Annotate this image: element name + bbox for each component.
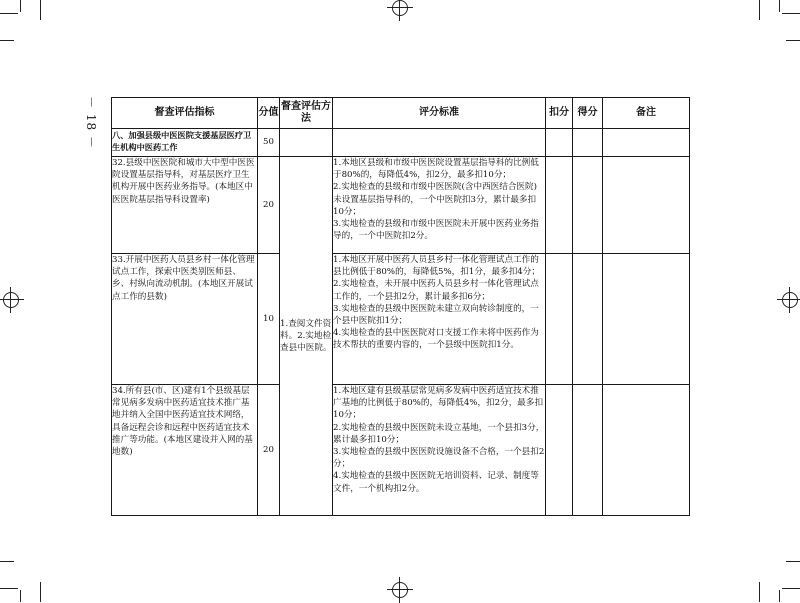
criteria-item: 4.实地检查的县级中医医院无培训资料、记录、制度等文件，一个机构扣2分。 bbox=[333, 471, 539, 494]
crop-mark bbox=[786, 561, 800, 562]
deduct-cell[interactable] bbox=[546, 254, 573, 385]
remark-cell[interactable] bbox=[603, 385, 690, 516]
header-score: 分值 bbox=[258, 98, 280, 129]
crop-mark bbox=[0, 561, 14, 562]
crop-mark bbox=[759, 582, 760, 602]
criteria-33 bbox=[333, 254, 546, 385]
crop-mark bbox=[0, 13, 18, 14]
crop-mark bbox=[0, 40, 14, 41]
section-score: 50 bbox=[258, 129, 280, 157]
header-indicator: 督查评估指标 bbox=[112, 98, 258, 129]
page-number: － 18 － bbox=[84, 96, 98, 149]
section-title: 八、加强县级中医医院支援基层医疗卫生机构中医药工作 bbox=[112, 129, 258, 157]
registration-mark-left bbox=[3, 292, 19, 308]
crop-mark bbox=[782, 13, 800, 14]
criteria-34 bbox=[333, 385, 546, 516]
method-cell bbox=[280, 157, 333, 516]
section-gain-cell bbox=[573, 129, 603, 157]
score-34: 20 bbox=[258, 385, 280, 516]
crop-mark bbox=[759, 0, 760, 20]
crop-mark bbox=[0, 588, 18, 589]
criteria-item: 3.实地检查的县级中医医院设施设备不合格，一个县扣2分； bbox=[333, 447, 545, 470]
table-row bbox=[112, 157, 690, 254]
gain-cell[interactable] bbox=[573, 157, 603, 254]
registration-mark-top bbox=[392, 0, 408, 16]
table-row bbox=[112, 254, 690, 385]
score-32: 20 bbox=[258, 157, 280, 254]
section-method-cell bbox=[280, 129, 333, 157]
criteria-item: 1.本地区建有县级基层常见病多发病中医药适宜技术推广基地的比例低于80%的，每降低4%，扣2分，最多扣10分； bbox=[333, 386, 544, 421]
indicator-33: 33.开展中医药人员县乡村一体化管理试点工作，探索中医类别医师县、乡、村纵向流动机制。(本地区开展试点工作的县数) bbox=[112, 254, 258, 385]
header-method-label: 督查评估方法 bbox=[281, 100, 331, 124]
registration-mark-bottom bbox=[392, 582, 408, 598]
crop-mark bbox=[40, 0, 41, 20]
deduct-cell[interactable] bbox=[546, 385, 573, 516]
criteria-item: 2.实地检查的县级中医医院未设立基地，一个县扣3分，累计最多扣10分； bbox=[333, 422, 545, 445]
criteria-item: 2.实地检查的县级和市级中医医院(含中西医结合医院)未设置基层指导科的，一个中医院扣3分，累计最多扣10分； bbox=[333, 182, 537, 217]
score-33: 10 bbox=[258, 254, 280, 385]
gain-cell[interactable] bbox=[573, 385, 603, 516]
criteria-item: 1.本地区县级和市级中医医院设置基层指导科的比例低于80%的，每降低4%，扣2分，最多扣10分； bbox=[333, 158, 539, 181]
remark-cell[interactable] bbox=[603, 254, 690, 385]
section-row bbox=[112, 129, 690, 157]
criteria-item: 2.实地检查，未开展中医药人员县乡村一体化管理试点工作的，一个县扣2分，累计最多扣6分； bbox=[333, 279, 539, 302]
crop-mark bbox=[779, 590, 780, 602]
header-gain: 得分 bbox=[573, 98, 603, 129]
criteria-item: 3.实地检查的县级和市级中医医院未开展中医药业务指导的，一个中医院扣2分。 bbox=[333, 219, 539, 242]
gain-cell[interactable] bbox=[573, 254, 603, 385]
table-row bbox=[112, 385, 690, 516]
header-method bbox=[280, 98, 333, 129]
indicator-32: 32.县级中医医院和城市大中型中医医院设置基层指导科，对基层医疗卫生机构开展中医药业务指导。(本地区中医医院基层指导科设置率) bbox=[112, 157, 258, 254]
crop-mark bbox=[20, 0, 21, 12]
table-header-row bbox=[112, 98, 690, 129]
crop-mark bbox=[782, 588, 800, 589]
registration-mark-right bbox=[782, 292, 798, 308]
header-criteria: 评分标准 bbox=[333, 98, 546, 129]
section-criteria-cell bbox=[333, 129, 546, 157]
header-deduct: 扣分 bbox=[546, 98, 573, 129]
crop-mark bbox=[786, 40, 800, 41]
criteria-item: 4.实地检查的县中医医院对口支援工作未将中医药作为技术帮扶的重要内容的，一个县级中医院扣1分。 bbox=[333, 328, 539, 351]
section-remark-cell bbox=[603, 129, 690, 157]
evaluation-table bbox=[111, 97, 690, 516]
crop-mark bbox=[20, 590, 21, 602]
crop-mark bbox=[779, 0, 780, 12]
criteria-item: 1.本地区开展中医药人员县乡村一体化管理试点工作的县比例低于80%的，每降低5%，扣1分，最多扣4分； bbox=[333, 255, 540, 278]
deduct-cell[interactable] bbox=[546, 157, 573, 254]
header-remark: 备注 bbox=[603, 98, 690, 129]
remark-cell[interactable] bbox=[603, 157, 690, 254]
method-text: 1.查阅文件资料。2.实地检查县中医院。 bbox=[280, 318, 332, 354]
crop-mark bbox=[40, 582, 41, 602]
indicator-34: 34.所有县(市、区)建有1个县级基层常见病多发病中医药适宜技术推广基地并纳入全国中医药适宜技术网络，具备远程会诊和远程中医药适宜技术推广等功能。(本地区建设并入网的基地数) bbox=[112, 385, 258, 516]
section-deduct-cell bbox=[546, 129, 573, 157]
criteria-32 bbox=[333, 157, 546, 254]
criteria-item: 3.实地检查的县级中医医院未建立双向转诊制度的，一个县中医院扣1分； bbox=[333, 303, 539, 327]
